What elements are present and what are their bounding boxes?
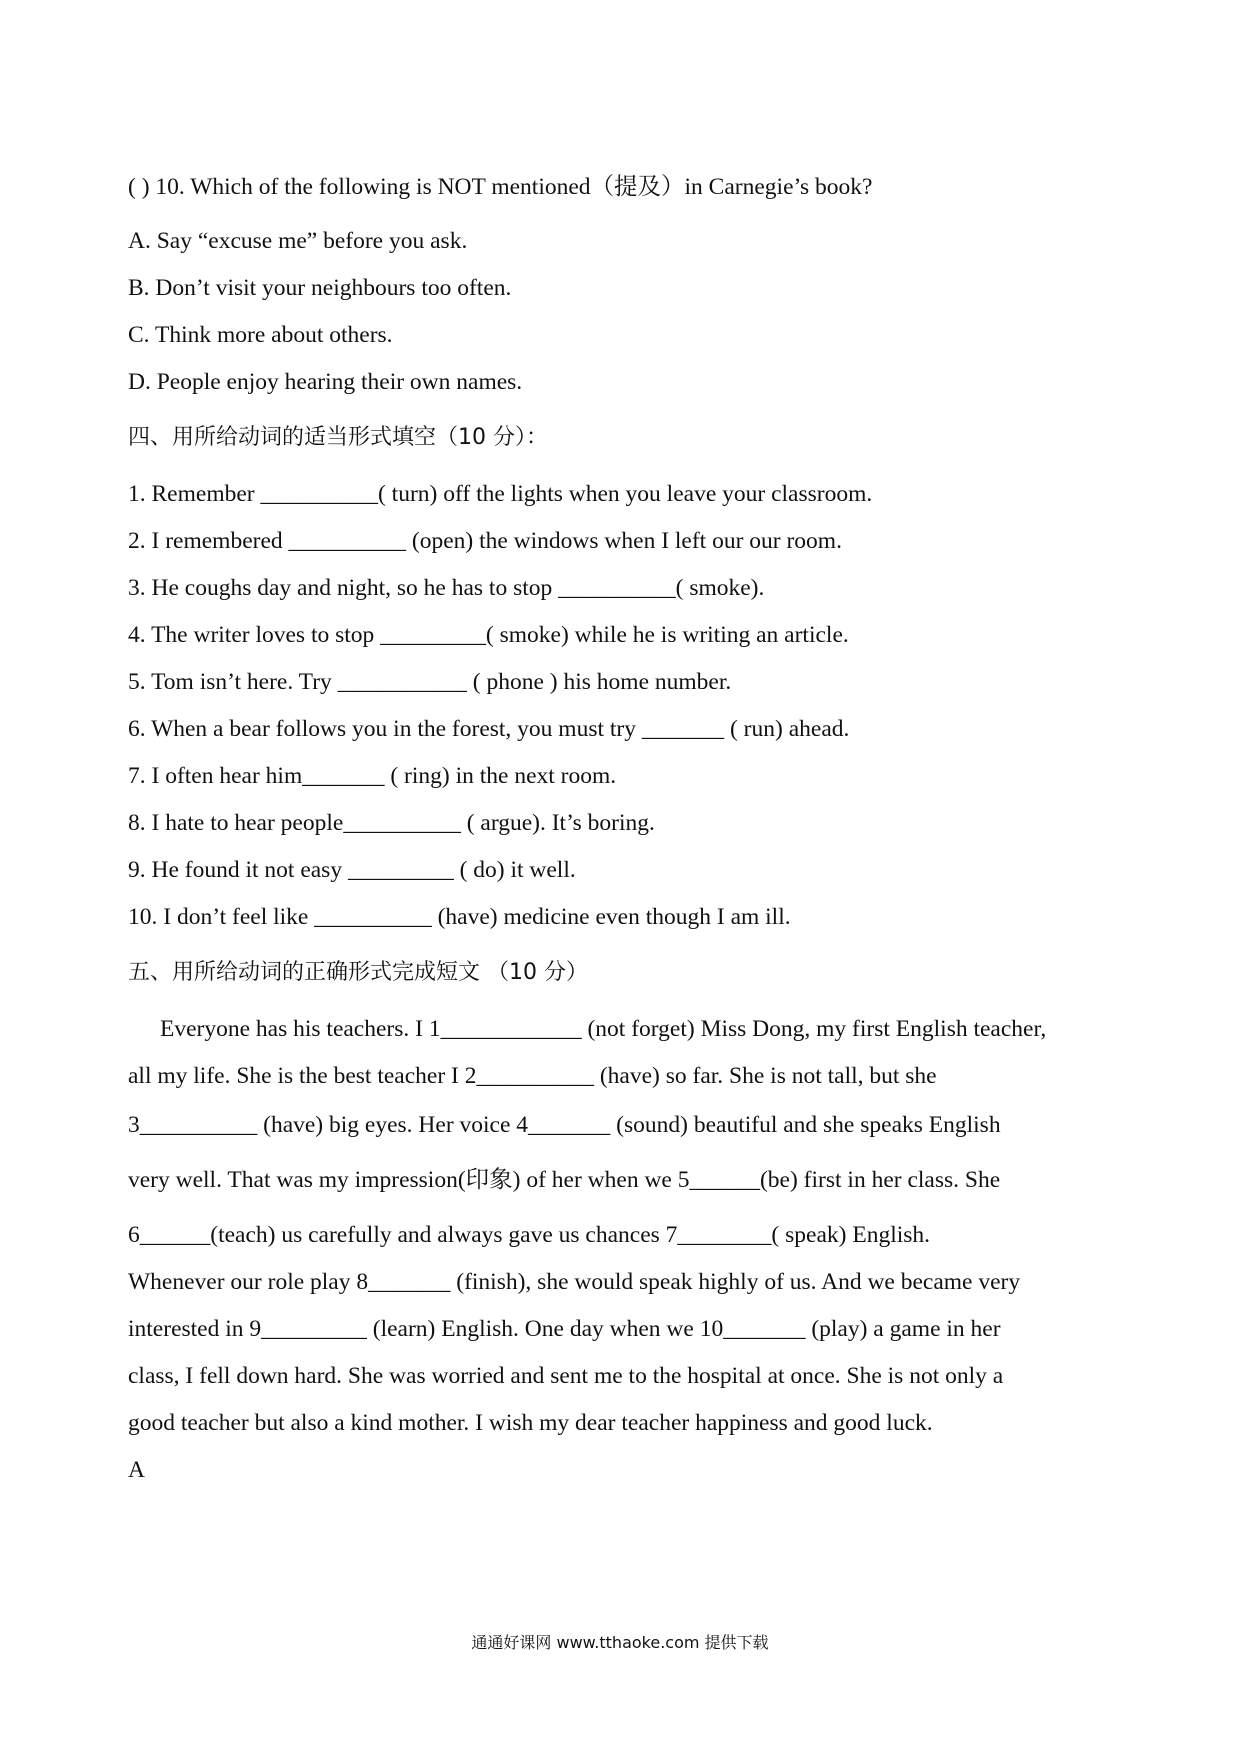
section-4-item-4: 4. The writer loves to stop _________( smoke) while he is writing an article. xyxy=(128,622,849,648)
passage-line-4: very well. That was my impression(印象) of her when we 5______(be) first in her class. She xyxy=(128,1167,1001,1193)
option-d: D. People enjoy hearing their own names. xyxy=(128,369,523,395)
page-footer: 通通好课网 www.tthaoke.com 提供下载 xyxy=(471,1633,769,1652)
option-a: A. Say “excuse me” before you ask. xyxy=(128,228,468,254)
passage-line-1: Everyone has his teachers. I 1____________ (not forget) Miss Dong, my first English teacher, xyxy=(160,1016,1047,1042)
question-10-stem: ( ) 10. Which of the following is NOT mentioned（提及）in Carnegie’s book? xyxy=(128,174,873,200)
section-4-item-8: 8. I hate to hear people__________ ( argue). It’s boring. xyxy=(128,810,655,836)
passage-line-5: 6______(teach) us carefully and always gave us chances 7________( speak) English. xyxy=(128,1222,931,1248)
section-5-heading: 五、用所给动词的正确形式完成短文 （10 分） xyxy=(128,960,588,985)
passage-line-8: class, I fell down hard. She was worried and sent me to the hospital at once. She is not only a xyxy=(128,1363,1004,1389)
passage-line-3: 3__________ (have) big eyes. Her voice 4_______ (sound) beautiful and she speaks English xyxy=(128,1112,1001,1138)
option-b: B. Don’t visit your neighbours too often. xyxy=(128,275,512,301)
section-4-item-7: 7. I often hear him_______ ( ring) in the next room. xyxy=(128,763,617,789)
section-4-heading: 四、用所给动词的适当形式填空（10 分）： xyxy=(128,425,548,450)
passage-line-9: good teacher but also a kind mother. I wish my dear teacher happiness and good luck. xyxy=(128,1410,933,1436)
passage-line-7: interested in 9_________ (learn) English. One day when we 10_______ (play) a game in her xyxy=(128,1316,1001,1342)
section-4-item-9: 9. He found it not easy _________ ( do) it well. xyxy=(128,857,576,883)
passage-line-6: Whenever our role play 8_______ (finish), she would speak highly of us. And we became very xyxy=(128,1269,1021,1295)
trailing-answer-letter: A xyxy=(128,1457,145,1483)
option-c: C. Think more about others. xyxy=(128,322,393,348)
section-4-item-2: 2. I remembered __________ (open) the windows when I left our our room. xyxy=(128,528,842,554)
passage-line-2: all my life. She is the best teacher I 2__________ (have) so far. She is not tall, but she xyxy=(128,1063,937,1089)
section-4-item-6: 6. When a bear follows you in the forest, you must try _______ ( run) ahead. xyxy=(128,716,850,742)
section-4-item-1: 1. Remember __________( turn) off the lights when you leave your classroom. xyxy=(128,481,873,507)
section-4-item-10: 10. I don’t feel like __________ (have) medicine even though I am ill. xyxy=(128,904,791,930)
section-4-item-5: 5. Tom isn’t here. Try ___________ ( phone ) his home number. xyxy=(128,669,732,695)
section-4-item-3: 3. He coughs day and night, so he has to stop __________( smoke). xyxy=(128,575,765,601)
